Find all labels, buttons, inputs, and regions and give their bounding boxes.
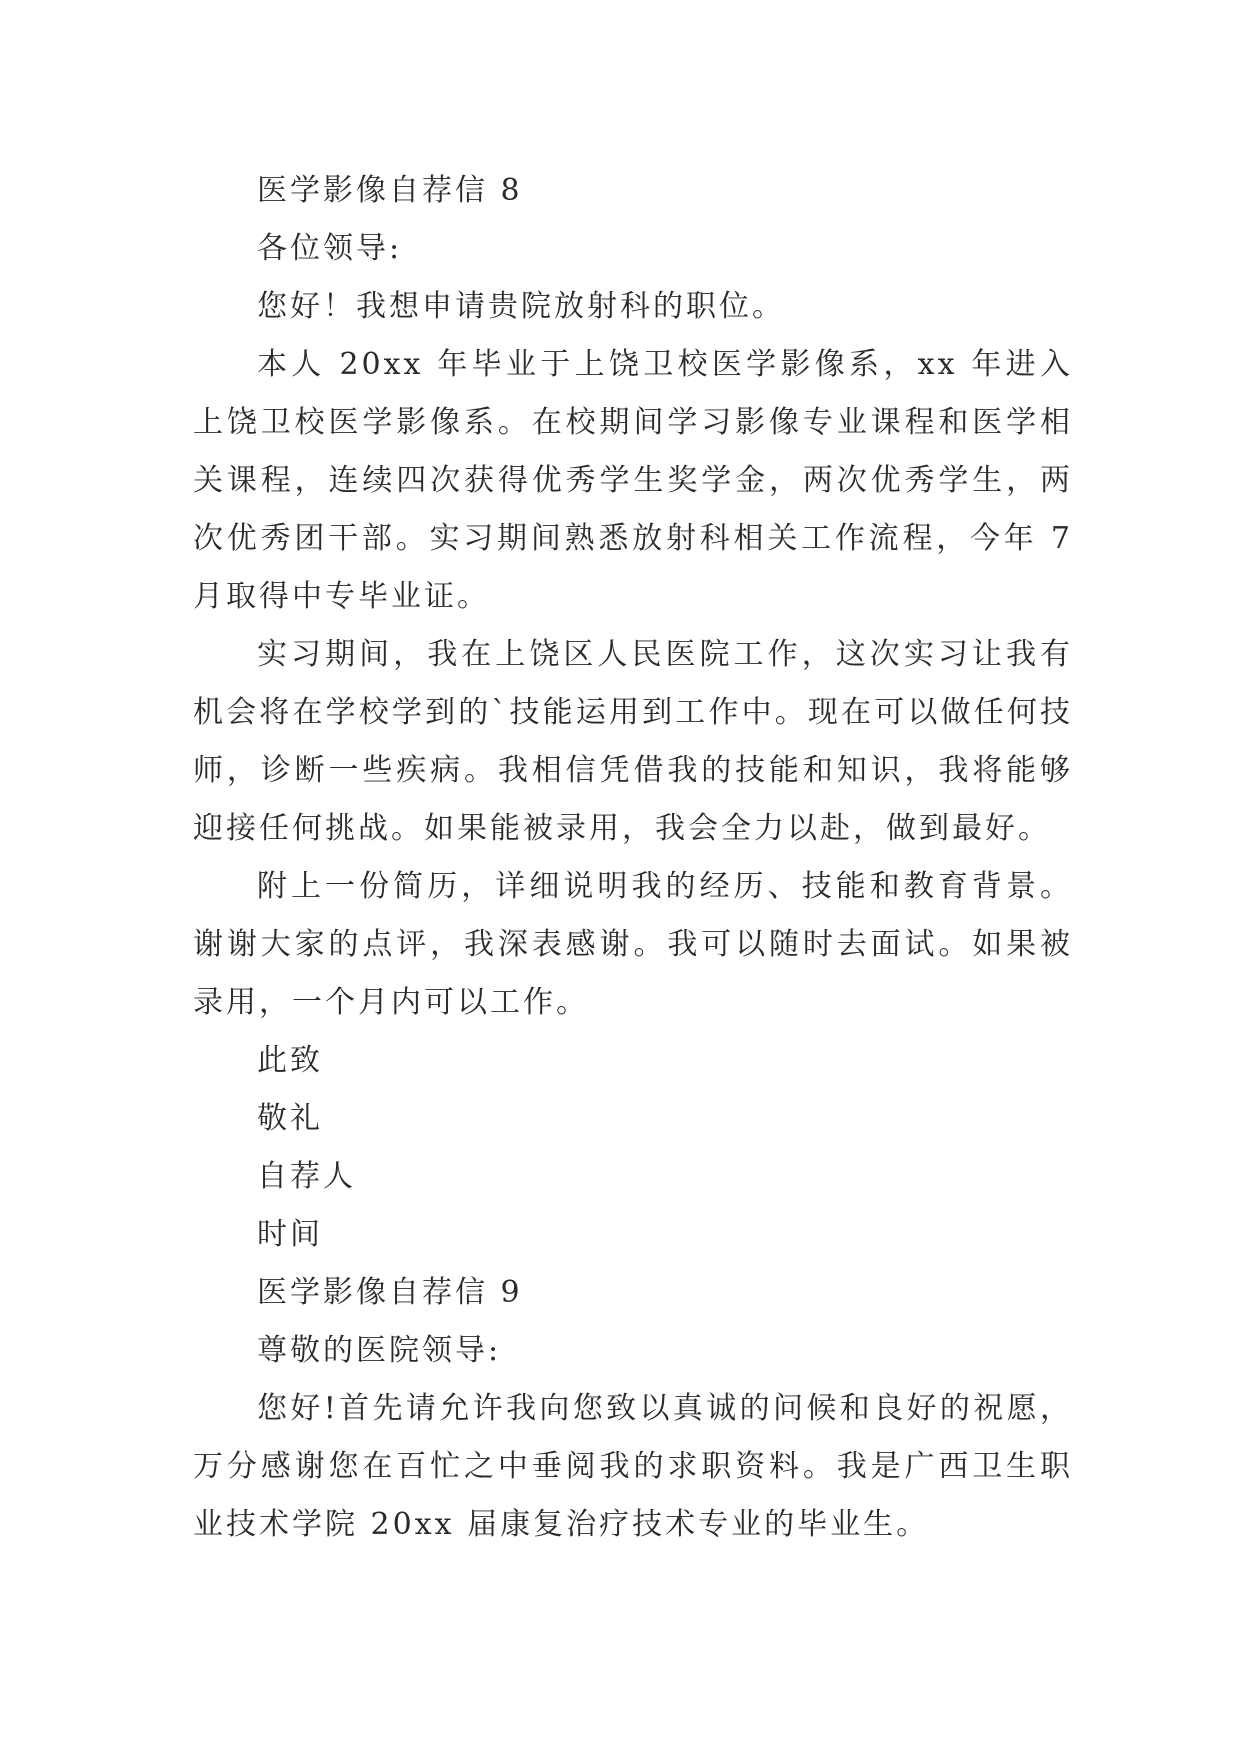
letter-8-closing-1: 此致	[257, 1043, 323, 1078]
letter-8-paragraph-3: 附上一份简历，详细说明我的经历、技能和教育背景。谢谢大家的点评，我深表感谢。我可以随时去面试。如果被录用，一个月内可以工作。	[193, 869, 1073, 1020]
letter-8-greeting: 您好！我想申请贵院放射科的职位。	[257, 289, 785, 324]
letter-8-salutation: 各位领导:	[257, 231, 403, 266]
letter-8-signer: 自荐人	[257, 1159, 356, 1194]
letter-8-date: 时间	[257, 1217, 323, 1252]
letter-8-paragraph-2: 实习期间，我在上饶区人民医院工作，这次实习让我有机会将在学校学到的`技能运用到工作中。现在可以做任何技师，诊断一些疾病。我相信凭借我的技能和知识，我将能够迎接任何挑战。如果能被录用，我会全力以赴，做到最好。	[193, 637, 1073, 846]
letter-8-title: 医学影像自荐信 8	[257, 173, 523, 208]
letter-8-paragraph-1: 本人 20xx 年毕业于上饶卫校医学影像系，xx 年进入上饶卫校医学影像系。在校期间学习影像专业课程和医学相关课程，连续四次获得优秀学生奖学金，两次优秀学生，两次优秀团干部。实习期间熟悉放射科相关工作流程，今年 7 月取得中专毕业证。	[193, 347, 1073, 614]
letter-9-paragraph-1: 您好!首先请允许我向您致以真诚的问候和良好的祝愿，万分感谢您在百忙之中垂阅我的求职资料。我是广西卫生职业技术学院 20xx 届康复治疗技术专业的毕业生。	[193, 1391, 1073, 1542]
letter-9-title: 医学影像自荐信 9	[257, 1275, 523, 1310]
document-body	[193, 162, 1073, 1554]
letter-9-salutation: 尊敬的医院领导:	[257, 1333, 502, 1368]
letter-8-closing-2: 敬礼	[257, 1101, 323, 1136]
